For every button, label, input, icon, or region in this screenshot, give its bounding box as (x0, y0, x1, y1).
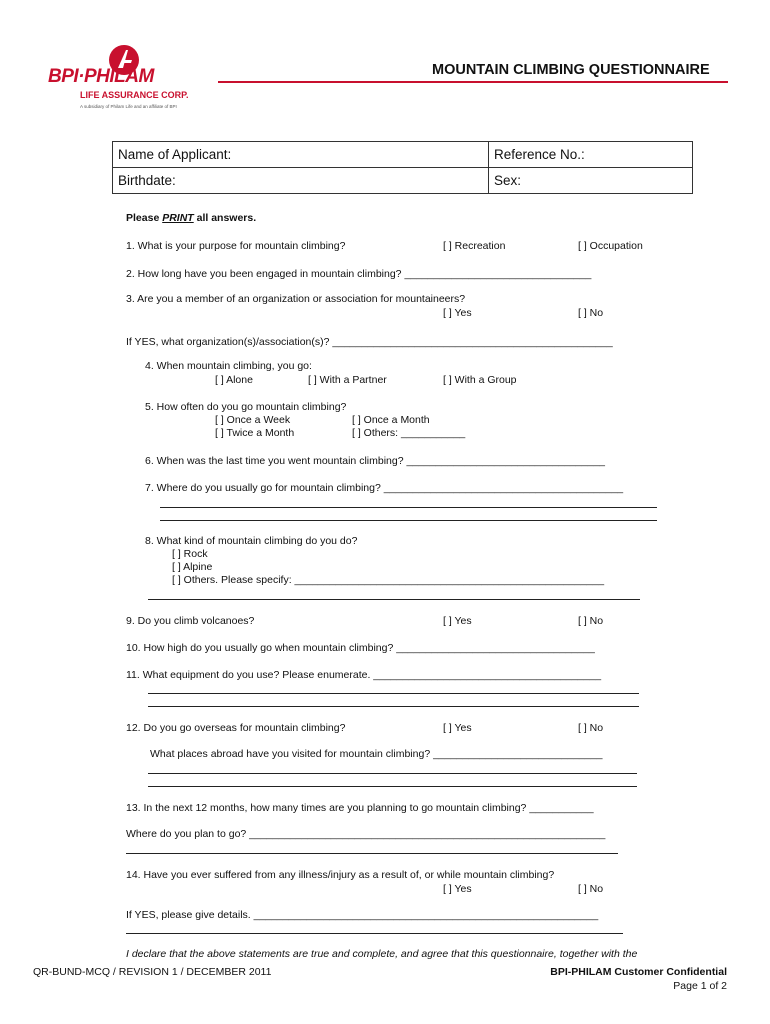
reference-field[interactable] (489, 142, 693, 168)
question-12: 12. Do you go overseas for mountain climbing? (126, 722, 346, 734)
q5-option-twice-month[interactable]: [ ] Twice a Month (215, 427, 295, 439)
question-11[interactable]: 11. What equipment do you use? Please enumerate. _______________________________________ (126, 669, 602, 681)
q14-followup[interactable]: If YES, please give details. ___________________________________________________________ (126, 909, 599, 921)
q1-option-recreation[interactable]: [ ] Recreation (443, 240, 506, 252)
confidential-label: BPI-PHILAM Customer Confidential (550, 966, 727, 978)
q9-option-yes[interactable]: [ ] Yes (443, 615, 472, 627)
q7-answer-line[interactable] (160, 507, 657, 508)
page-number: Page 1 of 2 (673, 980, 727, 992)
sex-field[interactable] (489, 168, 693, 194)
q12-option-no[interactable]: [ ] No (578, 722, 604, 734)
question-8: 8. What kind of mountain climbing do you do? (145, 535, 358, 547)
q12-answer-line[interactable] (148, 773, 637, 774)
question-10[interactable]: 10. How high do you usually go when mountain climbing? __________________________________ (126, 642, 595, 654)
question-14: 14. Have you ever suffered from any illness/injury as a result of, or while mountain climbing? (126, 869, 555, 881)
name-field[interactable] (113, 142, 489, 168)
applicant-info-table (112, 141, 693, 194)
question-3: 3. Are you a member of an organization or association for mountaineers? (126, 293, 466, 305)
q3-option-no[interactable]: [ ] No (578, 307, 604, 319)
logo-subtitle: LIFE ASSURANCE CORP. (80, 90, 189, 100)
page-title: MOUNTAIN CLIMBING QUESTIONNAIRE (432, 62, 710, 78)
q1-option-occupation[interactable]: [ ] Occupation (578, 240, 643, 252)
logo-tagline: A subsidiary of Philam Life and an affiliate of BPI (80, 104, 177, 109)
birthdate-label: Birthdate: (118, 173, 176, 188)
instruction-prefix: Please (126, 212, 163, 224)
q3-option-yes[interactable]: [ ] Yes (443, 307, 472, 319)
q14-answer-line[interactable] (126, 933, 623, 934)
q12-followup[interactable]: What places abroad have you visited for mountain climbing? _____________________________ (150, 748, 603, 760)
question-13[interactable]: 13. In the next 12 months, how many times are you planning to go mountain climbing? ___________ (126, 802, 594, 814)
q4-option-alone[interactable]: [ ] Alone (215, 374, 253, 386)
question-4: 4. When mountain climbing, you go: (145, 360, 312, 372)
q7-answer-line[interactable] (160, 520, 657, 521)
q8-option-rock[interactable]: [ ] Rock (172, 548, 208, 560)
q14-option-yes[interactable]: [ ] Yes (443, 883, 472, 895)
question-2[interactable]: 2. How long have you been engaged in mountain climbing? ________________________________ (126, 268, 592, 280)
q11-answer-line[interactable] (148, 706, 639, 707)
form-code: QR-BUND-MCQ / REVISION 1 / DECEMBER 2011 (33, 966, 272, 978)
q4-option-group[interactable]: [ ] With a Group (443, 374, 517, 386)
question-1: 1. What is your purpose for mountain climbing? (126, 240, 346, 252)
q13-answer-line[interactable] (126, 853, 618, 854)
question-9: 9. Do you climb volcanoes? (126, 615, 255, 627)
q9-option-no[interactable]: [ ] No (578, 615, 604, 627)
q8-option-others[interactable]: [ ] Others. Please specify: _____________________________________________________ (172, 574, 605, 586)
instruction-emphasis: PRINT (162, 212, 194, 224)
q14-option-no[interactable]: [ ] No (578, 883, 604, 895)
q3-followup[interactable]: If YES, what organization(s)/association(s)? ________________________________________________ (126, 336, 613, 348)
q8-answer-line[interactable] (148, 599, 640, 600)
q5-option-week[interactable]: [ ] Once a Week (215, 414, 291, 426)
q12-answer-line[interactable] (148, 786, 637, 787)
q8-option-alpine[interactable]: [ ] Alpine (172, 561, 213, 573)
instruction-suffix: all answers. (193, 212, 257, 224)
question-5: 5. How often do you go mountain climbing? (145, 401, 347, 413)
birthdate-field[interactable] (113, 168, 489, 194)
declaration-text: I declare that the above statements are true and complete, and agree that this questionnaire, together with the (126, 948, 638, 960)
title-rule (218, 81, 728, 83)
q12-option-yes[interactable]: [ ] Yes (443, 722, 472, 734)
question-7[interactable]: 7. Where do you usually go for mountain climbing? _________________________________________ (145, 482, 624, 494)
instruction (126, 212, 256, 224)
logo-brand: BPI·PHILAM (48, 66, 154, 87)
question-6[interactable]: 6. When was the last time you went mountain climbing? __________________________________ (145, 455, 606, 467)
reference-label: Reference No.: (494, 147, 585, 162)
q4-option-partner[interactable]: [ ] With a Partner (308, 374, 387, 386)
q11-answer-line[interactable] (148, 693, 639, 694)
q5-option-others[interactable]: [ ] Others: ___________ (352, 427, 466, 439)
q5-option-month[interactable]: [ ] Once a Month (352, 414, 430, 426)
sex-label: Sex: (494, 173, 522, 188)
name-label: Name of Applicant: (118, 147, 232, 162)
q13-followup[interactable]: Where do you plan to go? _____________________________________________________________ (126, 828, 606, 840)
